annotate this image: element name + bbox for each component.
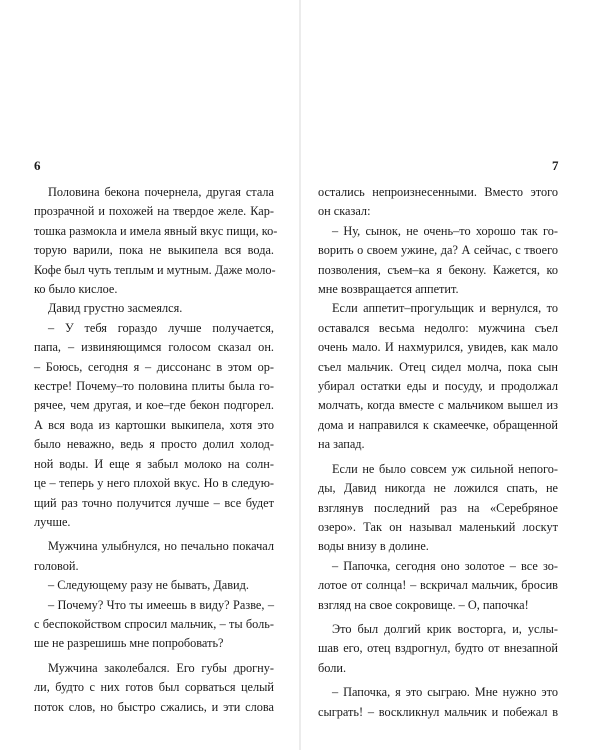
text-line: оставался весьма недолго: мужчина съел [318, 320, 558, 335]
text-line: очень мало. И нахмурился, увидев, как мало [318, 340, 558, 355]
text-line: – Ну, сынок, не очень–то хорошо так го- [332, 223, 558, 238]
text-line: он сказал: [318, 204, 371, 219]
text-line: Если аппетит–прогульщик и вернулся, то [332, 301, 558, 316]
text-line: – Папочка, я это сыграю. Мне нужно это [332, 685, 558, 700]
text-line: ды, Давид никогда не ложился спать, не [318, 481, 558, 496]
text-line: было неважно, ведь я просто долил холод- [34, 437, 274, 452]
text-line: кестре! Почему–то половина плиты была го- [34, 379, 274, 394]
text-line: съел мальчик. Отец сидел молча, пока сын [318, 359, 558, 374]
text-line: прозрачной и похожей на твердое желе. Кар- [34, 204, 274, 219]
text-line: позволения, съем–ка я бекону. Кажется, ко [318, 262, 558, 277]
text-line: торую варили, пока не выкипела вся вода. [34, 243, 274, 258]
text-line: Давид грустно засмеялся. [48, 301, 183, 316]
text-line: взглянув последний раз на «Серебряное [318, 500, 558, 515]
text-line: взгляд на свое сокровище. – О, папочка! [318, 597, 529, 612]
text-line: тошка размокла и имела явный вкус пищи, ко- [34, 223, 278, 238]
text-line: Кофе был чуть теплым и мутным. Даже моло- [34, 262, 276, 277]
text-line: боли. [318, 660, 347, 675]
text-line: молчать, когда вместе с мальчиком вышел из [318, 398, 558, 413]
text-line: дома и направился к скамеечке, обращенной [318, 417, 558, 432]
text-line: – Следующему разу не бывать, Давид. [48, 578, 249, 593]
text-line: Если не было совсем уж сильной непого- [332, 461, 558, 476]
text-line: головой. [34, 558, 79, 573]
text-line: поток слов, но быстро сжались, и эти слова [34, 699, 274, 714]
text-line: на запад. [318, 437, 365, 452]
text-line: с беспокойством спросил мальчик, – ты боль- [34, 616, 274, 631]
text-line: мне возвращается аппетит. [318, 282, 459, 297]
text-line: ной воды. И еще я забыл молоко на солн- [34, 456, 274, 471]
right-page-text [318, 183, 558, 722]
text-line: остались непроизнесенными. Вместо этого [318, 185, 558, 199]
page-number-left: 6 [34, 158, 41, 173]
text-line: сыграть! – воскликнул мальчик и побежал в [318, 704, 558, 719]
text-line: А вся вода из картошки выкипела, хотя это [34, 417, 274, 432]
left-page-text [34, 183, 278, 717]
text-line: – Папочка, сегодня оно золотое – все зо- [332, 558, 558, 573]
text-line: папа, – извиняющимся голосом сказал он. [34, 340, 274, 355]
book-gutter [299, 0, 301, 750]
text-line: – Боюсь, сегодня я – диссонанс в этом ор- [34, 359, 274, 374]
text-line: Мужчина заколебался. Его губы дрогну- [48, 660, 274, 675]
text-line: Мужчина улыбнулся, но печально покачал [48, 539, 274, 554]
text-line: Половина бекона почернела, другая стала [48, 185, 274, 199]
text-line: ше не разрешишь мне попробовать? [34, 636, 224, 651]
text-line: – У тебя гораздо лучше получается, [48, 320, 274, 335]
text-line: ли, будто с них готов был сорваться целый [34, 680, 274, 695]
text-line: лотое от солнца! – вскричал мальчик, бросив [318, 578, 558, 593]
page-number-right: 7 [552, 158, 559, 173]
text-line: шав его, отец вздрогнул, будто от внезапной [318, 641, 558, 656]
text-line: – Почему? Что ты имеешь в виду? Разве, – [48, 597, 274, 612]
text-line: воды внизу в долине. [318, 539, 429, 554]
text-line: Это был долгий крик восторга, и, услы- [332, 621, 558, 636]
text-line: ко было кислое. [34, 282, 118, 297]
text-line: лучше. [34, 514, 71, 529]
text-line: щий раз точно получится лучше – все будет [34, 495, 274, 510]
text-line: ворить о своем ужине, да? А сейчас, с твоего [318, 243, 558, 258]
text-line: озеро». Так он называл маленький лоскут [318, 519, 558, 534]
text-line: рячее, чем другая, и кое–где бекон подгорел. [34, 398, 274, 413]
text-line: убирал остатки еды и посуду, и продолжал [318, 379, 558, 394]
text-line: це – теперь у него плохой вкус. Но в следую- [34, 476, 274, 491]
